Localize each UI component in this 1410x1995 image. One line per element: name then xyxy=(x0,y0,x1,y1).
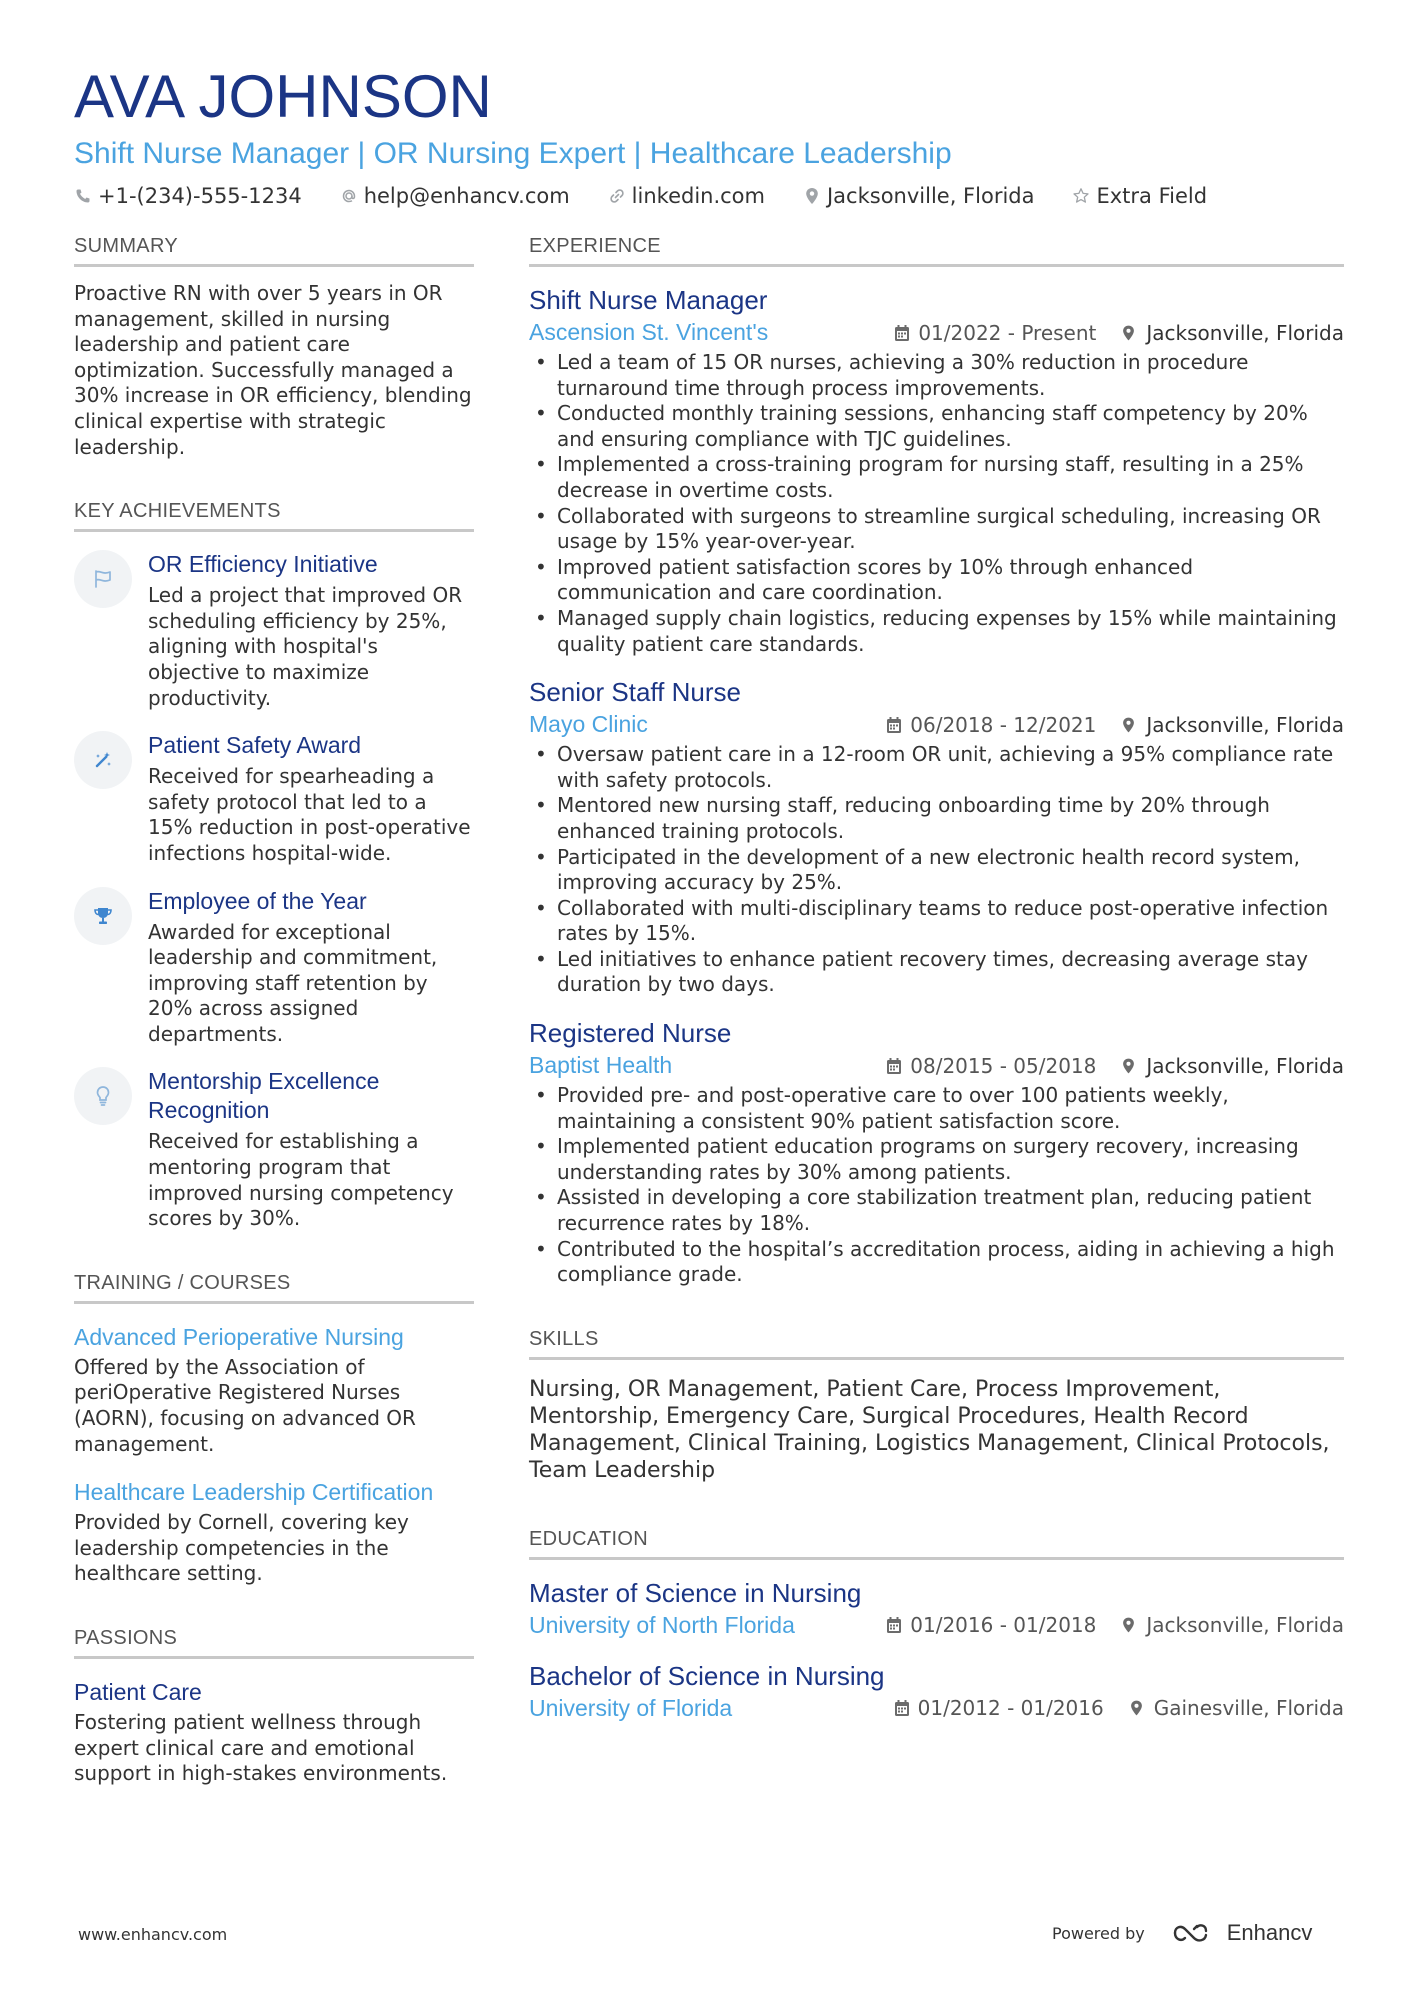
job-location xyxy=(1122,321,1344,345)
course-title: Healthcare Leadership Certification xyxy=(74,1479,434,1506)
job-bullet: • Led a team of 15 OR nurses, achieving a 30% reduction in procedure turnaround time through process improvements. xyxy=(529,350,1344,401)
job-title: Shift Nurse Manager xyxy=(529,285,768,315)
job-bullet: • Mentored new nursing staff, reducing onboarding time by 20% through enhanced training protocols. xyxy=(529,793,1344,844)
company-name: Baptist Health xyxy=(529,1052,673,1079)
education-location xyxy=(1122,1613,1344,1637)
contact-email[interactable] xyxy=(340,184,570,208)
contact-bar xyxy=(74,184,1344,208)
job-bullet: • Managed supply chain logistics, reducing expenses by 15% while maintaining quality patient care standards. xyxy=(529,606,1344,657)
achievements-section xyxy=(74,500,474,1232)
course-item xyxy=(74,1322,474,1457)
calendar-icon xyxy=(886,716,902,734)
job-entry xyxy=(529,675,1344,998)
achievement-title: OR Efficiency Initiative xyxy=(148,551,378,578)
degree-title: Bachelor of Science in Nursing xyxy=(529,1660,885,1691)
location-pin-icon xyxy=(803,187,821,205)
job-location-text: Jacksonville, Florida xyxy=(1146,1053,1344,1078)
company-name: Mayo Clinic xyxy=(529,711,648,738)
summary-section xyxy=(74,235,474,460)
achievement-title: Patient Safety Award xyxy=(148,732,362,759)
education-dates-text: 01/2012 - 01/2016 xyxy=(917,1696,1104,1721)
job-location xyxy=(1122,713,1344,737)
training-heading: TRAINING / COURSES xyxy=(74,1272,474,1304)
job-bullet: • Participated in the development of a new electronic health record system, improving accuracy by 25%. xyxy=(529,845,1344,896)
course-description: Offered by the Association of periOperative Registered Nurses (AORN), focusing on advanced OR management. xyxy=(74,1354,416,1456)
achievement-item xyxy=(74,550,474,711)
education-location-text: Jacksonville, Florida xyxy=(1146,1613,1344,1638)
passion-title: Patient Care xyxy=(74,1679,202,1705)
star-icon xyxy=(1072,187,1090,205)
job-bullet: • Led initiatives to enhance patient recovery times, decreasing average stay duration by two days. xyxy=(529,947,1344,998)
contact-linkedin[interactable] xyxy=(608,184,765,208)
job-entry xyxy=(529,283,1344,657)
location-pin-icon xyxy=(1122,1057,1138,1075)
achievement-title: Mentorship Excellence Recognition xyxy=(148,1068,380,1124)
job-bullet: • Improved patient satisfaction scores by 10% through enhanced communication and care coordination. xyxy=(529,555,1344,606)
contact-phone[interactable] xyxy=(74,184,302,208)
footer-website[interactable]: www.enhancv.com xyxy=(78,1925,228,1944)
course-description: Provided by Cornell, covering key leadership competencies in the healthcare setting. xyxy=(74,1510,409,1586)
job-bullet: • Implemented patient education programs on surgery recovery, increasing understanding rates by 30% among patients. xyxy=(529,1134,1344,1185)
school-name: University of North Florida xyxy=(529,1611,795,1638)
skills-heading: SKILLS xyxy=(529,1328,1344,1360)
job-location-text: Jacksonville, Florida xyxy=(1146,712,1344,737)
job-bullet: • Provided pre- and post-operative care to over 100 patients weekly, maintaining a consistent 90% patient satisfaction score. xyxy=(529,1083,1344,1134)
achievement-description: Awarded for exceptional leadership and commitment, improving staff retention by 20% across assigned departments. xyxy=(148,919,438,1046)
education-location xyxy=(1130,1696,1344,1720)
education-section xyxy=(529,1528,1344,1722)
course-title: Advanced Perioperative Nursing xyxy=(74,1323,404,1350)
lightbulb-icon xyxy=(74,1067,132,1125)
job-bullet: • Conducted monthly training sessions, enhancing staff competency by 20% and ensuring compliance with TJC guidelines. xyxy=(529,401,1344,452)
skills-text: Nursing, OR Management, Patient Care, Process Improvement, Mentorship, Emergency Care, Surgical Procedures, Health Record Management, Clinical Training, Logistics Management, Clinical Protocols, Team Leadership xyxy=(529,1376,1330,1483)
job-location xyxy=(1122,1054,1344,1078)
calendar-icon xyxy=(894,1699,910,1717)
achievement-description: Led a project that improved OR scheduling efficiency by 25%, aligning with hospital's objective to maximize productivity. xyxy=(148,583,463,710)
job-bullet: • Assisted in developing a core stabilization treatment plan, reducing patient recurrence rates by 18%. xyxy=(529,1185,1344,1236)
school-name: University of Florida xyxy=(529,1694,733,1721)
education-location-text: Gainesville, Florida xyxy=(1153,1696,1344,1721)
at-icon xyxy=(340,187,358,205)
skills-section xyxy=(529,1328,1344,1484)
job-location-text: Jacksonville, Florida xyxy=(1146,320,1344,345)
job-bullet: • Collaborated with multi-disciplinary teams to reduce post-operative infection rates by 15%. xyxy=(529,896,1344,947)
summary-text: Proactive RN with over 5 years in OR management, skilled in nursing leadership and patient care optimization. Successfully managed a 30% increase in OR efficiency, blending clinical expertise with strategic leadership. xyxy=(74,281,472,459)
job-bullets xyxy=(529,1083,1344,1288)
education-entry xyxy=(529,1659,1344,1722)
job-dates xyxy=(886,713,1096,737)
achievements-heading: KEY ACHIEVEMENTS xyxy=(74,500,474,532)
achievement-description: Received for establishing a mentoring program that improved nursing competency scores by 30%. xyxy=(148,1129,454,1231)
candidate-name: AVA JOHNSON xyxy=(74,63,492,130)
education-dates xyxy=(894,1696,1104,1720)
location-pin-icon xyxy=(1122,716,1138,734)
contact-phone-text: +1-(234)-555-1234 xyxy=(98,184,302,208)
flag-icon xyxy=(74,550,132,608)
achievement-item xyxy=(74,1067,474,1231)
education-dates xyxy=(886,1613,1096,1637)
trophy-icon xyxy=(74,887,132,945)
achievement-description: Received for spearheading a safety protocol that led to a 15% reduction in post-operative infections hospital-wide. xyxy=(148,764,471,865)
experience-section xyxy=(529,235,1344,1288)
contact-linkedin-text: linkedin.com xyxy=(631,184,765,208)
education-heading: EDUCATION xyxy=(529,1528,1344,1560)
job-bullet: • Contributed to the hospital’s accreditation process, aiding in achieving a high compliance grade. xyxy=(529,1237,1344,1288)
location-pin-icon xyxy=(1122,1616,1138,1634)
calendar-icon xyxy=(894,324,910,342)
calendar-icon xyxy=(886,1057,902,1075)
job-dates xyxy=(886,1054,1096,1078)
contact-extra-text: Extra Field xyxy=(1096,184,1208,208)
calendar-icon xyxy=(886,1616,902,1634)
location-pin-icon xyxy=(1122,324,1138,342)
degree-title: Master of Science in Nursing xyxy=(529,1577,862,1608)
course-item xyxy=(74,1477,474,1587)
passion-description: Fostering patient wellness through expert clinical care and emotional support in high-stakes environments. xyxy=(74,1710,448,1786)
experience-heading: EXPERIENCE xyxy=(529,235,1344,267)
achievement-item xyxy=(74,887,474,1048)
job-entry xyxy=(529,1016,1344,1288)
job-bullet: • Implemented a cross-training program for nursing staff, resulting in a 25% decrease in overtime costs. xyxy=(529,452,1344,503)
job-dates-text: 01/2022 - Present xyxy=(918,320,1097,345)
right-column xyxy=(529,235,1344,1722)
job-title: Registered Nurse xyxy=(529,1018,732,1049)
passions-section xyxy=(74,1627,474,1787)
left-column xyxy=(74,235,474,1787)
contact-location-text: Jacksonville, Florida xyxy=(826,184,1035,208)
location-pin-icon xyxy=(1130,1699,1146,1717)
job-dates-text: 08/2015 - 05/2018 xyxy=(910,1053,1097,1078)
enhancv-brand: Enhancv xyxy=(1226,1920,1313,1945)
job-dates-text: 06/2018 - 12/2021 xyxy=(910,712,1097,737)
job-title: Senior Staff Nurse xyxy=(529,677,741,708)
candidate-headline: Shift Nurse Manager | OR Nursing Expert | Healthcare Leadership xyxy=(74,137,952,170)
job-bullet: • Oversaw patient care in a 12-room OR unit, achieving a 95% compliance rate with safety protocols. xyxy=(529,742,1344,793)
job-dates xyxy=(894,321,1096,345)
phone-icon xyxy=(74,187,92,205)
education-dates-text: 01/2016 - 01/2018 xyxy=(910,1613,1097,1638)
contact-email-text: help@enhancv.com xyxy=(363,184,570,208)
achievement-title: Employee of the Year xyxy=(148,887,367,914)
contact-location xyxy=(803,184,1035,208)
resume-header xyxy=(74,62,1344,208)
job-bullet: • Collaborated with surgeons to streamline surgical scheduling, increasing OR usage by 15% year-over-year. xyxy=(529,504,1344,555)
enhancv-logo-icon xyxy=(1171,1921,1217,1945)
link-icon xyxy=(608,187,626,205)
job-bullets xyxy=(529,742,1344,998)
powered-by-label: Powered by xyxy=(1052,1923,1145,1943)
passions-heading: PASSIONS xyxy=(74,1627,474,1659)
wand-icon xyxy=(74,731,132,789)
summary-heading: SUMMARY xyxy=(74,235,474,267)
contact-extra xyxy=(1072,184,1207,208)
education-entry xyxy=(529,1576,1344,1639)
achievement-item xyxy=(74,731,474,866)
training-section xyxy=(74,1272,474,1587)
job-bullets xyxy=(529,350,1344,657)
powered-by[interactable] xyxy=(1052,1920,1312,1946)
passion-item xyxy=(74,1677,474,1787)
company-name: Ascension St. Vincent's xyxy=(529,319,769,345)
